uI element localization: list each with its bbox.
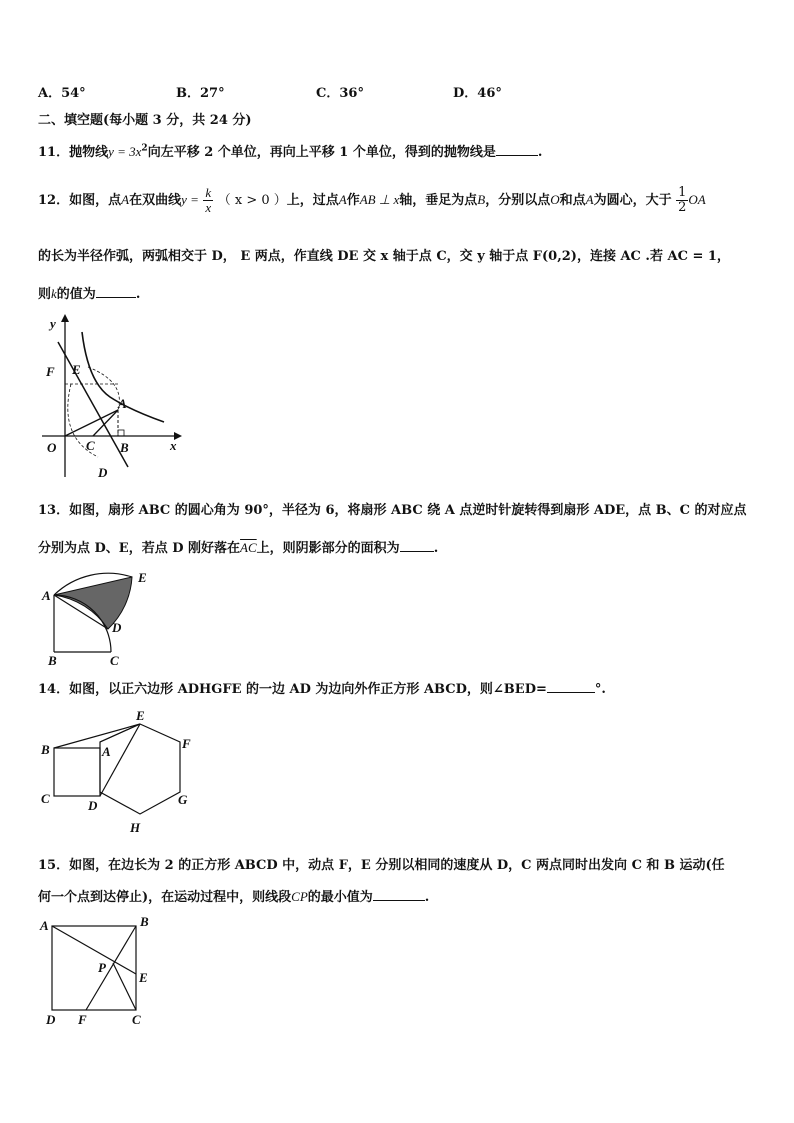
question-15-line1: 15．如图，在边长为 2 的正方形 ABCD 中，动点 F，E 分别以相同的速度从 D，C 两点同时出发向 C 和 B 运动(任 (38, 858, 725, 873)
figure-13-sector (38, 566, 158, 671)
figure-15-square (38, 912, 158, 1032)
fig13-label-A: A (42, 588, 51, 603)
fig14-label-F: F (182, 736, 191, 751)
fig15-label-P: P (98, 960, 106, 975)
fig12-label-O: O (47, 440, 57, 455)
fig14-label-H: H (130, 820, 141, 835)
option-d: D．46° (453, 86, 502, 101)
question-15-line2: 何一个点到达停止)，在运动过程中，则线段CP的最小值为 . (38, 889, 430, 905)
fig15-label-F: F (78, 1012, 87, 1027)
fig12-label-B: B (120, 440, 129, 455)
section-heading: 二、填空题(每小题 3 分，共 24 分) (38, 113, 252, 128)
fig12-label-D: D (98, 465, 108, 480)
question-13-line1: 13．如图，扇形 ABC 的圆心角为 90°，半径为 6，将扇形 ABC 绕 A 点逆时针旋转得到扇形 ADE，点 B、C 的对应点 (38, 503, 747, 518)
fig13-label-B: B (48, 653, 57, 668)
fig13-label-C: C (110, 653, 119, 668)
fig14-label-D: D (88, 798, 98, 813)
question-11: 11．抛物线$y = 3x^2$向左平移 2 个单位，再向上平移 1 个单位，得到的抛物线是 . (38, 143, 543, 160)
fig15-label-E: E (139, 970, 148, 985)
figure-12-hyperbola (38, 312, 188, 482)
fig12-label-C: C (86, 438, 95, 453)
option-b: B．27° (176, 86, 225, 101)
fig15-label-B: B (140, 914, 149, 929)
option-c: C．36° (316, 86, 364, 101)
question-13-line2: 分别为点 D、E，若点 D 刚好落在$\overline{AC}$上，则阴影部分的面积为 . (38, 540, 439, 556)
fig15-label-C: C (132, 1012, 141, 1027)
fig12-label-x: x (170, 438, 177, 453)
fig12-label-F: F (46, 364, 55, 379)
fig13-label-D: D (112, 620, 122, 635)
fig14-label-A: A (102, 744, 111, 759)
question-12-line2: 的长为半径作弧，两弧相交于 D， E 两点，作直线 DE 交 x 轴于点 C，交 y 轴于点 F(0,2)，连接 AC .若 AC = 1， (38, 249, 730, 264)
fig14-label-B: B (41, 742, 50, 757)
fig14-label-E: E (136, 708, 145, 723)
fig15-label-A: A (40, 918, 49, 933)
fig12-label-A: A (118, 396, 127, 411)
option-a: A．54° (38, 86, 86, 101)
fig12-label-y: y (50, 316, 56, 331)
fig12-label-E: E (72, 362, 81, 377)
fig13-label-E: E (138, 570, 147, 585)
fig14-label-C: C (41, 791, 50, 806)
question-12-line1: 12．如图，点A在双曲线y = $\frac{k}{x}$ （ x > 0 ）上，过点A作AB ⊥ x轴，垂足为点B，分别以点O和点A为圆心，大于 $\frac{1}{2}$ OA (38, 185, 706, 215)
fig15-label-D: D (46, 1012, 56, 1027)
figure-14-hexagon (38, 706, 198, 836)
question-14: 14．如图，以正六边形 ADHGFE 的一边 AD 为边向外作正方形 ABCD，则∠BED= °. (38, 682, 606, 697)
question-12-line3: 则k的值为 . (38, 286, 141, 302)
fig14-label-G: G (178, 792, 188, 807)
